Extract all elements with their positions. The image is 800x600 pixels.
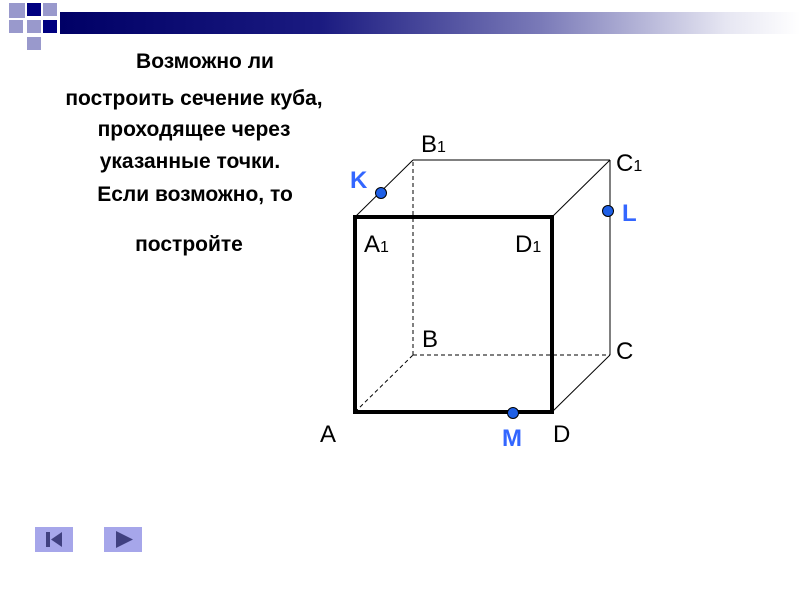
point-L [603,206,614,217]
vertex-label-C1: C1 [616,150,643,177]
hidden-edge-AB [355,355,413,412]
question-line: Если возможно, то [97,183,293,206]
vertex-label-D1: D1 [515,231,542,258]
question-line: Возможно ли [136,50,274,73]
question-line: постройте [135,233,243,256]
question-line: проходящее через [97,118,291,141]
vertex-label-B1: B1 [421,131,446,158]
vertex-label-C: C [616,338,634,365]
vertex-label-A: A [320,421,337,448]
vertex-label-A1: A1 [364,231,389,258]
point-K [376,188,387,199]
vertex-label-D: D [553,421,571,448]
first-slide-button[interactable] [35,527,73,552]
skip-to-first-icon [35,527,73,552]
point-label-L: L [622,200,637,227]
next-slide-button[interactable] [104,527,142,552]
edge-D1C1 [552,160,610,217]
point-label-M: M [502,425,522,452]
edge-DC [552,355,610,412]
point-label-K: K [350,167,368,194]
question-line: указанные точки. [99,150,281,173]
vertex-label-B: B [422,326,439,353]
question-line: построить сечение куба, [65,87,323,110]
point-M [508,408,519,419]
play-next-icon [104,527,142,552]
